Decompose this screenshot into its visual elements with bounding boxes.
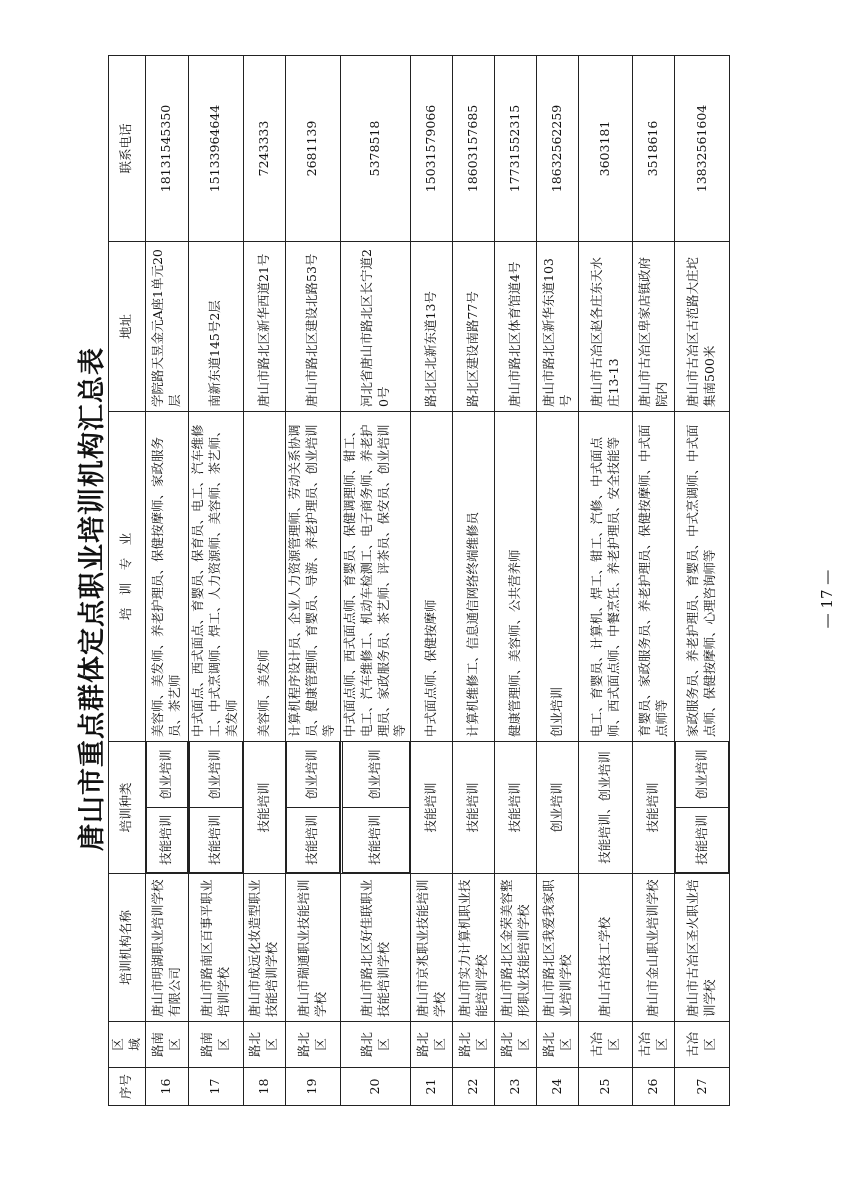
cell-address: 学院路天昱金元A座1单元20层: [145, 242, 188, 412]
cell-address: 唐山市路北区新华东道103号: [537, 242, 579, 412]
cell-name: 唐山市路北区我爱我家职业培训学校: [537, 874, 579, 1022]
cell-no: 16: [145, 1068, 188, 1106]
cell-type: 技能培训: [243, 742, 285, 874]
table-body: [145, 56, 730, 1106]
cell-name: 唐山市瑞通职业技能培训学校: [285, 874, 340, 1022]
cell-no: 27: [675, 1068, 730, 1106]
cell-major: 美容师、美发师: [243, 412, 285, 742]
cell-address: 唐山市路北区新华西道21号: [243, 242, 285, 412]
header-region: 区 域: [109, 1022, 146, 1068]
cell-region: 路北区: [411, 1022, 453, 1068]
table-row: [340, 56, 411, 1106]
cell-phone: 3603181: [579, 56, 633, 242]
cell-name: 唐山市金山职业培训学校: [633, 874, 675, 1022]
cell-major: 家政服务员、养老护理员、育婴员、中式烹调师、中式面点师、保健按摩师、心理咨询师等: [675, 412, 730, 742]
page-title: 唐山市重点群体定点职业培训机构汇总表: [77, 347, 108, 851]
cell-phone: 7243333: [243, 56, 285, 242]
table-row: [145, 56, 188, 1106]
table-row: [411, 56, 453, 1106]
cell-major: 计算机程序设计员、企业人力资源管理师、劳动关系协调员、健康管理师、育婴员、导游、养老护理员、创业培训等: [285, 412, 340, 742]
type-item: 创业培训: [189, 742, 242, 807]
cell-phone: 3518616: [633, 56, 675, 242]
cell-phone: 18131545350: [145, 56, 188, 242]
cell-region: 路北区: [285, 1022, 340, 1068]
cell-major: 计算机维修工、信息通信网络终端维修员: [453, 412, 495, 742]
cell-no: 18: [243, 1068, 285, 1106]
cell-region: 古冶区: [579, 1022, 633, 1068]
cell-type: [188, 742, 243, 874]
table-row: [188, 56, 243, 1106]
header-type: 培训种类: [109, 742, 146, 874]
cell-major: 创业培训: [537, 412, 579, 742]
table-row: [537, 56, 579, 1106]
table-row: [453, 56, 495, 1106]
cell-address: 路北区建设南路77号: [453, 242, 495, 412]
type-item: 技能培训: [342, 807, 409, 872]
cell-region: 路北区: [243, 1022, 285, 1068]
cell-address: 路北区北新东道13号: [411, 242, 453, 412]
cell-name: 唐山市成远化妆造型职业技能培训学校: [243, 874, 285, 1022]
cell-region: 古冶区: [675, 1022, 730, 1068]
cell-no: 25: [579, 1068, 633, 1106]
cell-major: 美容师、美发师、养老护理员、保健按摩师、家政服务员、茶艺师: [145, 412, 188, 742]
type-item: 创业培训: [286, 742, 339, 807]
type-item: 创业培训: [676, 742, 729, 807]
table-row: [633, 56, 675, 1106]
cell-no: 17: [188, 1068, 243, 1106]
cell-address: 唐山市古冶区卑家店镇政府院内: [633, 242, 675, 412]
cell-region: 路北区: [495, 1022, 537, 1068]
table-row: [285, 56, 340, 1106]
cell-no: 20: [340, 1068, 411, 1106]
cell-major: 中式面点、西式面点、育婴员、保育员、电工、汽车维修工、中式烹调师、焊工、人力资源师、美容师、茶艺师、美发师: [188, 412, 243, 742]
institution-table: [108, 55, 730, 1106]
cell-major: 健康管理师、美容师、公共营养师: [495, 412, 537, 742]
cell-address: 唐山市路北区体育馆道4号: [495, 242, 537, 412]
cell-major: 中式面点师、西式面点师、育婴员、保健调理师、钳工、电工、汽车维修工、机动车检测工、电子商务师、养老护理员、家政服务员、茶艺师、评茶员、保安员、创业培训等: [340, 412, 411, 742]
cell-address: 河北省唐山市路北区长宁道20号: [340, 242, 411, 412]
cell-name: 唐山市实力计算机职业技能培训学校: [453, 874, 495, 1022]
cell-address: 唐山市古冶区赵各庄东天水庄13-13: [579, 242, 633, 412]
cell-region: 路北区: [537, 1022, 579, 1068]
cell-no: 26: [633, 1068, 675, 1106]
header-major: 培 训 专 业: [109, 412, 146, 742]
cell-name: 唐山古冶技工学校: [579, 874, 633, 1022]
cell-phone: 2681139: [285, 56, 340, 242]
page-number: — 17 —: [818, 569, 836, 629]
cell-type: 技能培训: [495, 742, 537, 874]
cell-name: 唐山市路北区金荣美容整形职业技能培训学校: [495, 874, 537, 1022]
cell-type: [285, 742, 340, 874]
type-item: 技能培训: [189, 807, 242, 872]
cell-address: 南新东道145号2层: [188, 242, 243, 412]
cell-phone: 18603157685: [453, 56, 495, 242]
cell-phone: 5378518: [340, 56, 411, 242]
cell-major: 中式面点师、保健按摩师: [411, 412, 453, 742]
cell-no: 23: [495, 1068, 537, 1106]
cell-major: 育婴员、家政服务员、养老护理员、保健按摩师、中式面点师等: [633, 412, 675, 742]
cell-name: 唐山市路南区百事平职业培训学校: [188, 874, 243, 1022]
header-address: 地址: [109, 242, 146, 412]
cell-no: 21: [411, 1068, 453, 1106]
cell-address: 唐山市路北区建设北路53号: [285, 242, 340, 412]
cell-name: 唐山市古冶区圣火职业培训学校: [675, 874, 730, 1022]
type-item: 技能培训: [676, 807, 729, 872]
cell-type: [340, 742, 411, 874]
cell-phone: 17731552315: [495, 56, 537, 242]
type-item: 技能培训: [286, 807, 339, 872]
cell-region: 路北区: [453, 1022, 495, 1068]
cell-address: 唐山市古冶区古范路大庄坨集南500米: [675, 242, 730, 412]
cell-name: 唐山市路北区好佳联职业技能培训学校: [340, 874, 411, 1022]
cell-type: 技能培训: [411, 742, 453, 874]
cell-region: 古冶区: [633, 1022, 675, 1068]
table-row: [675, 56, 730, 1106]
cell-phone: 13832561604: [675, 56, 730, 242]
type-item: 技能培训: [146, 807, 187, 872]
cell-region: 路南区: [145, 1022, 188, 1068]
cell-name: 唐山市明湖职业培训学校有限公司: [145, 874, 188, 1022]
cell-type: 创业培训: [537, 742, 579, 874]
table-row: [579, 56, 633, 1106]
cell-type: 技能培训: [633, 742, 675, 874]
header-name: 培训机构名称: [109, 874, 146, 1022]
cell-type: [675, 742, 730, 874]
table-row: [495, 56, 537, 1106]
cell-no: 19: [285, 1068, 340, 1106]
cell-type: 技能培训: [453, 742, 495, 874]
cell-no: 22: [453, 1068, 495, 1106]
cell-phone: 18632562259: [537, 56, 579, 242]
table-row: [243, 56, 285, 1106]
header-no: 序号: [109, 1068, 146, 1106]
cell-no: 24: [537, 1068, 579, 1106]
cell-region: 路南区: [188, 1022, 243, 1068]
table-header-row: [109, 56, 146, 1106]
cell-name: 唐山市京兆职业技能培训学校: [411, 874, 453, 1022]
type-item: 创业培训: [146, 742, 187, 807]
cell-major: 电工、育婴员、计算机、焊工、钳工、汽修、中式面点师、西式面点师、中餐烹饪、养老护理员、安全技能等: [579, 412, 633, 742]
cell-phone: 15133964644: [188, 56, 243, 242]
cell-type: 技能培训、创业培训: [579, 742, 633, 874]
cell-region: 路北区: [340, 1022, 411, 1068]
cell-type: [145, 742, 188, 874]
cell-phone: 15031579066: [411, 56, 453, 242]
type-item: 创业培训: [342, 742, 409, 807]
header-phone: 联系电话: [109, 56, 146, 242]
